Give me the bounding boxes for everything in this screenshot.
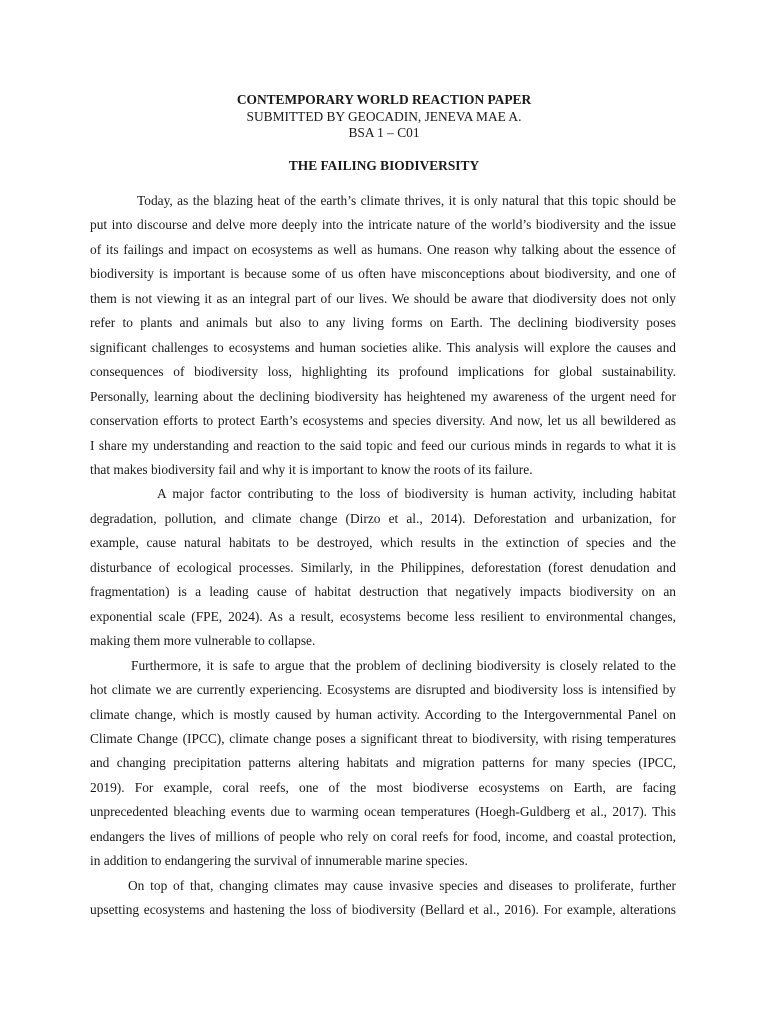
paragraph-line: Climate Change (IPCC), climate change poses a significant threat to biodiversity, with rising temperatures (90, 730, 676, 746)
paragraph-line: biodiversity is important is because some of us often have misconceptions about biodiversity, and one of (90, 266, 676, 282)
paragraph-line: hot climate we are currently experiencing. Ecosystems are disrupted and biodiversity loss is intensified by (90, 682, 676, 698)
paragraph-line: them is not viewing it as an integral part of our lives. We should be aware that diodiversity does not only (90, 290, 676, 306)
paragraph-line: refer to plants and animals but also to any living forms on Earth. The declining biodiversity poses (90, 315, 676, 331)
paragraph-line: consequences of biodiversity loss, highlighting its profound implications for global sustainability. (90, 364, 676, 380)
paragraph-line: endangers the lives of millions of people who rely on coral reefs for food, income, and coastal protection, (90, 828, 676, 844)
paragraph-line: that makes biodiversity fail and why it is important to know the roots of its failure. (90, 461, 533, 477)
paragraph-line: disturbance of ecological processes. Similarly, in the Philippines, deforestation (forest denudation and (90, 559, 676, 575)
paragraph-line: and changing precipitation patterns altering habitats and migration patterns for many species (IPCC, (90, 755, 676, 771)
paragraph-line: upsetting ecosystems and hastening the loss of biodiversity (Bellard et al., 2016). For example, alterations (90, 902, 676, 918)
paragraph-line: Furthermore, it is safe to argue that the problem of declining biodiversity is closely related to the (131, 657, 676, 673)
paragraph-line: put into discourse and delve more deeply into the intricate nature of the world’s biodiversity and the issue (90, 217, 676, 233)
author-line: SUBMITTED BY GEOCADIN, JENEVA MAE A. (246, 108, 522, 124)
paragraph-line: example, cause natural habitats to be destroyed, which results in the extinction of species and the (90, 535, 676, 551)
paragraph-1 (90, 189, 676, 482)
paragraph-line: unprecedented bleaching events due to warming ocean temperatures (Hoegh-Guldberg et al., 2017). This (90, 804, 676, 820)
paragraph-line: degradation, pollution, and climate change (Dirzo et al., 2014). Deforestation and urbanization, for (90, 510, 676, 526)
paragraph-line: Personally, learning about the declining biodiversity has heightened my awareness of the urgent need for (90, 388, 676, 404)
paper-body (90, 189, 676, 923)
paragraph-line: I share my understanding and reaction to the said topic and feed our curious minds in regards to what it is (90, 437, 676, 453)
paragraph-line: fragmentation) is a leading cause of habitat destruction that negatively impacts biodiversity on an (90, 584, 676, 600)
paper-title: THE FAILING BIODIVERSITY (288, 158, 480, 173)
paragraph-line: On top of that, changing climates may cause invasive species and diseases to proliferate, further (128, 877, 676, 893)
paragraph-line: conservation efforts to protect Earth’s ecosystems and species diversity. And now, let us all bewildered as (90, 413, 676, 429)
paragraph-line: A major factor contributing to the loss of biodiversity is human activity, including habitat (157, 486, 676, 502)
paragraph-line: Today, as the blazing heat of the earth’s climate thrives, it is only natural that this topic should be (137, 193, 676, 208)
course-title: CONTEMPORARY WORLD REACTION PAPER (236, 92, 532, 107)
paper-header (0, 92, 768, 142)
paragraph-line: climate change, which is mostly caused by human activity. According to the Intergovernmental Panel on (90, 706, 676, 722)
paragraph-line: significant challenges to ecosystems and human societies alike. This analysis will explore the causes and (90, 339, 676, 355)
paragraph-3 (90, 654, 676, 874)
paragraph-line: of its failings and impact on ecosystems as well as humans. One reason why talking about the essence of (90, 241, 676, 257)
paragraph-2 (90, 482, 676, 653)
paragraph-line: exponential scale (FPE, 2024). As a result, ecosystems become less resilient to environmental changes, (90, 608, 676, 624)
paragraph-4 (90, 874, 676, 923)
paragraph-line: in addition to endangering the survival of innumerable marine species. (90, 853, 468, 869)
paragraph-line: making them more vulnerable to collapse. (90, 633, 316, 649)
paragraph-line: 2019). For example, coral reefs, one of the most biodiverse ecosystems on Earth, are facing (90, 779, 676, 795)
section-line: BSA 1 – C01 (348, 125, 420, 140)
